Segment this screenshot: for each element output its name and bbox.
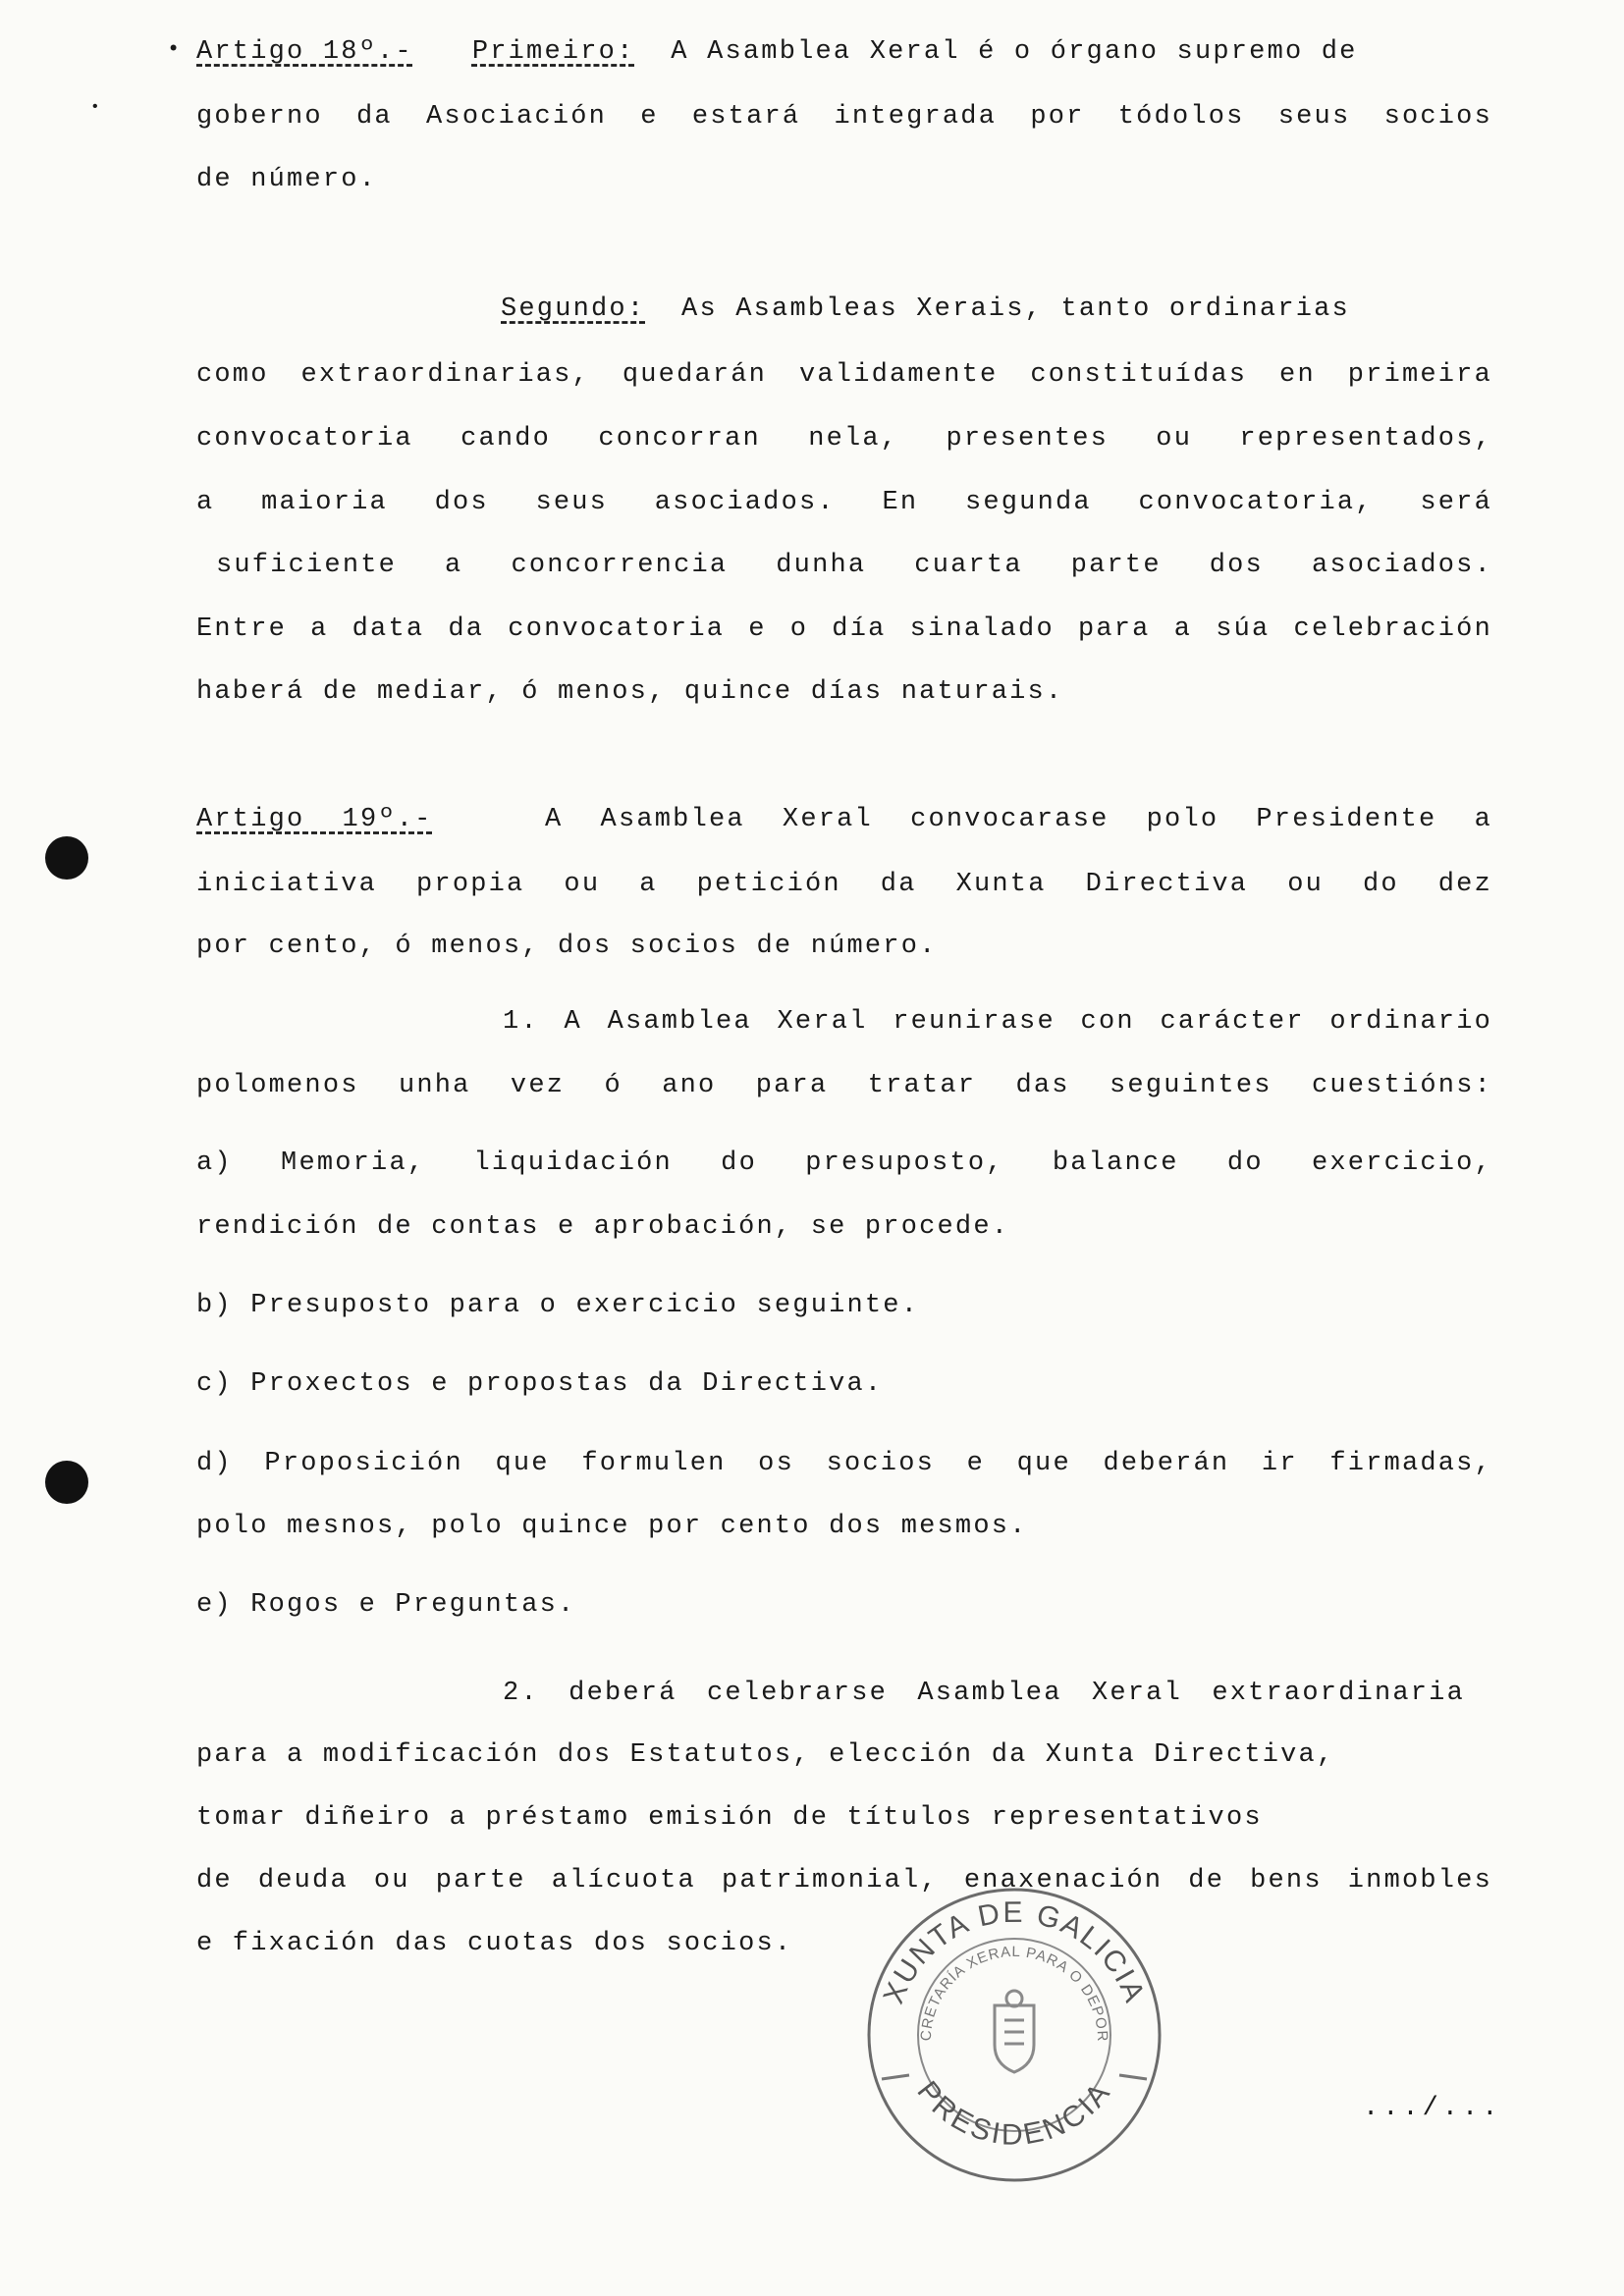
text-line: 1. A Asamblea Xeral reunirase con carácter ordinario xyxy=(503,1007,1492,1037)
text-line: 2. deberá celebrarse Asamblea Xeral extraordinaria xyxy=(503,1679,1465,1708)
punch-hole xyxy=(45,1461,88,1504)
official-stamp xyxy=(862,1883,1166,2187)
stamp-graphic xyxy=(862,1883,1166,2187)
list-item-a: a) Memoria, liquidación do presuposto, balance do exercicio, xyxy=(196,1148,1492,1178)
text-line: iniciativa propia ou a petición da Xunta Directiva ou do dez xyxy=(196,870,1492,899)
stamp-outer-text: XUNTA DE GALICIA xyxy=(877,1896,1152,2008)
text-line: a maioria dos seus asociados. En segunda convocatoria, será xyxy=(196,488,1492,517)
text-line: tomar diñeiro a préstamo emisión de títulos representativos xyxy=(196,1803,1263,1833)
article-19-heading-line xyxy=(196,803,1492,836)
segundo-label: Segundo: xyxy=(501,294,646,324)
article-19-label: Artigo 19º.- xyxy=(196,805,433,834)
text-line: suficiente a concorrencia dunha cuarta parte dos asociados. xyxy=(216,551,1492,580)
text-line: por cento, ó menos, dos socios de número. xyxy=(196,932,938,961)
stamp-bottom-text: PRESIDENCIA xyxy=(910,2075,1118,2152)
article-19-text: A Asamblea Xeral convocarase polo Presidente a xyxy=(545,805,1492,834)
article-18-label: Artigo 18º.- xyxy=(196,37,413,67)
list-item-e: e) Rogos e Preguntas. xyxy=(196,1590,576,1620)
text-line: de deuda ou parte alícuota patrimonial, enaxenación de bens inmobles xyxy=(196,1866,1492,1896)
text-line: haberá de mediar, ó menos, quince días naturais. xyxy=(196,677,1064,707)
text-line: polomenos unha vez ó ano para tratar das seguintes cuestións: xyxy=(196,1071,1492,1100)
punch-hole xyxy=(45,836,88,880)
coat-of-arms-icon xyxy=(995,1991,1034,2072)
list-item-a-cont: rendición de contas e aprobación, se procede. xyxy=(196,1212,1010,1242)
bullet-mark: • xyxy=(167,37,181,62)
continuation-mark: .../... xyxy=(1363,2094,1502,2123)
text-line: para a modificación dos Estatutos, elección da Xunta Directiva, xyxy=(196,1740,1335,1770)
stamp-inner-text: CRETARÍA XERAL PARA O DEPOR xyxy=(917,1943,1111,2043)
svg-text:PRESIDENCIA xyxy=(911,2075,1118,2151)
margin-dot: • xyxy=(90,98,100,116)
list-item-b: b) Presuposto para o exercicio seguinte. xyxy=(196,1291,920,1320)
segundo-line xyxy=(196,293,1492,326)
list-item-d-cont: polo mesnos, polo quince por cento dos mesmos. xyxy=(196,1512,1028,1541)
text-line: Entre a data da convocatoria e o día sinalado para a súa celebración xyxy=(196,614,1492,644)
segundo-text: As Asambleas Xerais, tanto ordinarias xyxy=(681,294,1350,324)
text-line: goberno da Asociación e estará integrada por tódolos seus socios xyxy=(196,102,1492,132)
list-item-c: c) Proxectos e propostas da Directiva. xyxy=(196,1369,884,1399)
primeiro-label: Primeiro: xyxy=(471,37,635,67)
text-line: de número. xyxy=(196,165,378,194)
article-18-heading-line xyxy=(196,35,1492,69)
text-line: como extraordinarias, quedarán validamente constituídas en primeira xyxy=(196,360,1492,390)
text-line: e fixación das cuotas dos socios. xyxy=(196,1929,793,1958)
list-item-d: d) Proposición que formulen os socios e que deberán ir firmadas, xyxy=(196,1449,1492,1478)
text-line: convocatoria cando concorran nela, presentes ou representados, xyxy=(196,424,1492,454)
article-18-text: A Asamblea Xeral é o órgano supremo de xyxy=(671,37,1358,67)
